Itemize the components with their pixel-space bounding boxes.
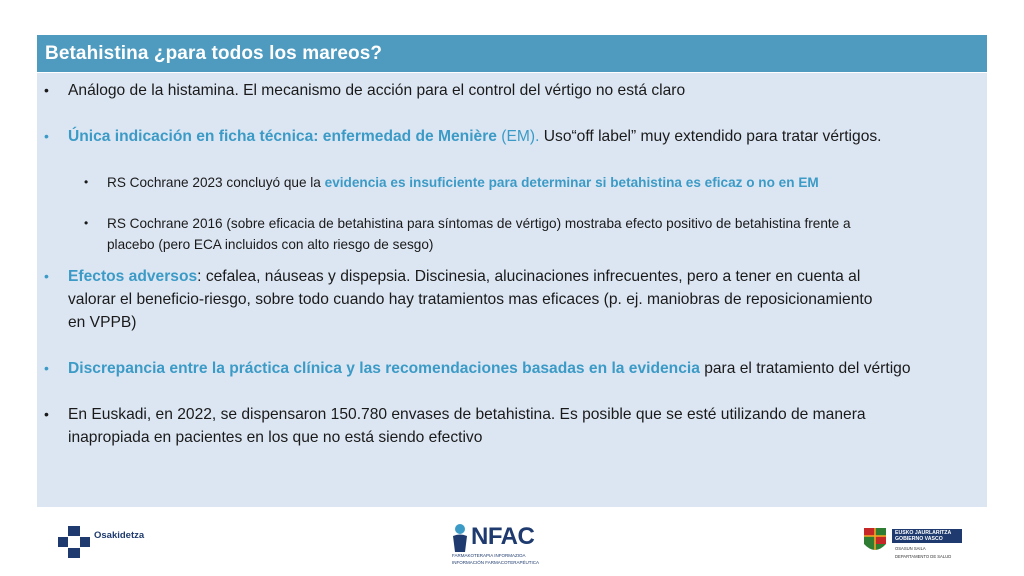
body-text: RS Cochrane 2016 (sobre eficacia de betahistina para síntomas de vértigo) mostraba efecto positivo de betahistina frente a [107,216,851,231]
bullet-item [37,265,982,334]
body-text: En Euskadi, en 2022, se dispensaron 150.780 envases de betahistina. Es posible que se esté utilizando de manera [68,406,866,423]
bullet-text [68,265,872,334]
highlight-text: evidencia es insuficiente para determinar si betahistina es eficaz o no en EM [324,175,819,190]
body-text: para el tratamiento del vértigo [699,360,911,377]
bullet-item [37,125,982,148]
bullet-text [68,357,911,380]
bullet-text [68,125,882,148]
body-text: valorar el beneficio-riesgo, sobre todo cuando hay tratamientos mas eficaces (p. ej. maniobras de reposicionamiento [68,291,873,308]
gv-department-spanish: DEPARTAMENTO DE SALUD [895,554,952,559]
bullet-item [37,79,982,102]
highlight-text: (EM). [496,128,540,145]
bullet-dot: • [84,175,89,189]
sub-bullet-item [37,213,982,255]
footer [0,507,1024,576]
bullet-item [37,357,982,380]
infac-i-icon [449,523,471,553]
bullet-dot: • [44,360,49,376]
gv-name-basque: EUSKO JAURLARITZA [895,530,952,536]
bullet-text [107,213,851,255]
infac-subtitle: INFORMACIÓN FARMACOTERAPÉUTICA [452,560,540,565]
coat-of-arms-icon [862,526,888,556]
body-text: placebo (pero ECA incluidos con alto riesgo de sesgo) [107,237,434,252]
body-text: RS Cochrane 2023 concluyó que la [107,175,325,190]
gobierno-vasco-logo [862,524,972,568]
gv-department-basque: OSASUN SAILA [895,546,926,551]
infac-wordmark: NFAC [471,523,535,550]
osakidetza-name: Osakidetza [94,530,145,541]
body-text: en VPPB) [68,314,137,331]
bullet-dot: • [44,406,49,422]
infac-subtitle: FARMAKOTERAPIA INFORMAZIOA [452,553,526,558]
osakidetza-logo [58,526,144,558]
osakidetza-cross-icon [58,526,90,558]
infac-logo [449,523,539,567]
bullet-text [68,403,866,449]
highlight-text: Efectos adversos [68,268,198,285]
slide-panel [37,35,987,507]
bullet-text [107,172,819,193]
bullet-dot: • [44,82,49,98]
bullet-item [37,403,982,449]
body-text: inapropiada en pacientes en los que no está siendo efectivo [68,429,483,446]
body-text: : cefalea, náuseas y dispepsia. Discinesia, alucinaciones infrecuentes, pero a tener en cuenta al [197,268,861,285]
title-bar [37,35,987,73]
bullet-dot: • [44,128,49,144]
sub-bullet-item [37,172,982,193]
bullet-dot: • [84,216,89,230]
gv-name-spanish: GOBIERNO VASCO [895,536,943,542]
body-text: Uso“off label” muy extendido para tratar vértigos. [539,128,882,145]
highlight-text: Discrepancia entre la práctica clínica y las recomendaciones basadas en la evidencia [68,360,700,377]
bullet-text: Análogo de la histamina. El mecanismo de acción para el control del vértigo no está claro [68,82,686,99]
slide-title: Betahistina ¿para todos los mareos? [45,42,383,64]
bullet-dot: • [44,268,49,284]
highlight-text: Única indicación en ficha técnica: enfermedad de Menière [68,128,497,145]
